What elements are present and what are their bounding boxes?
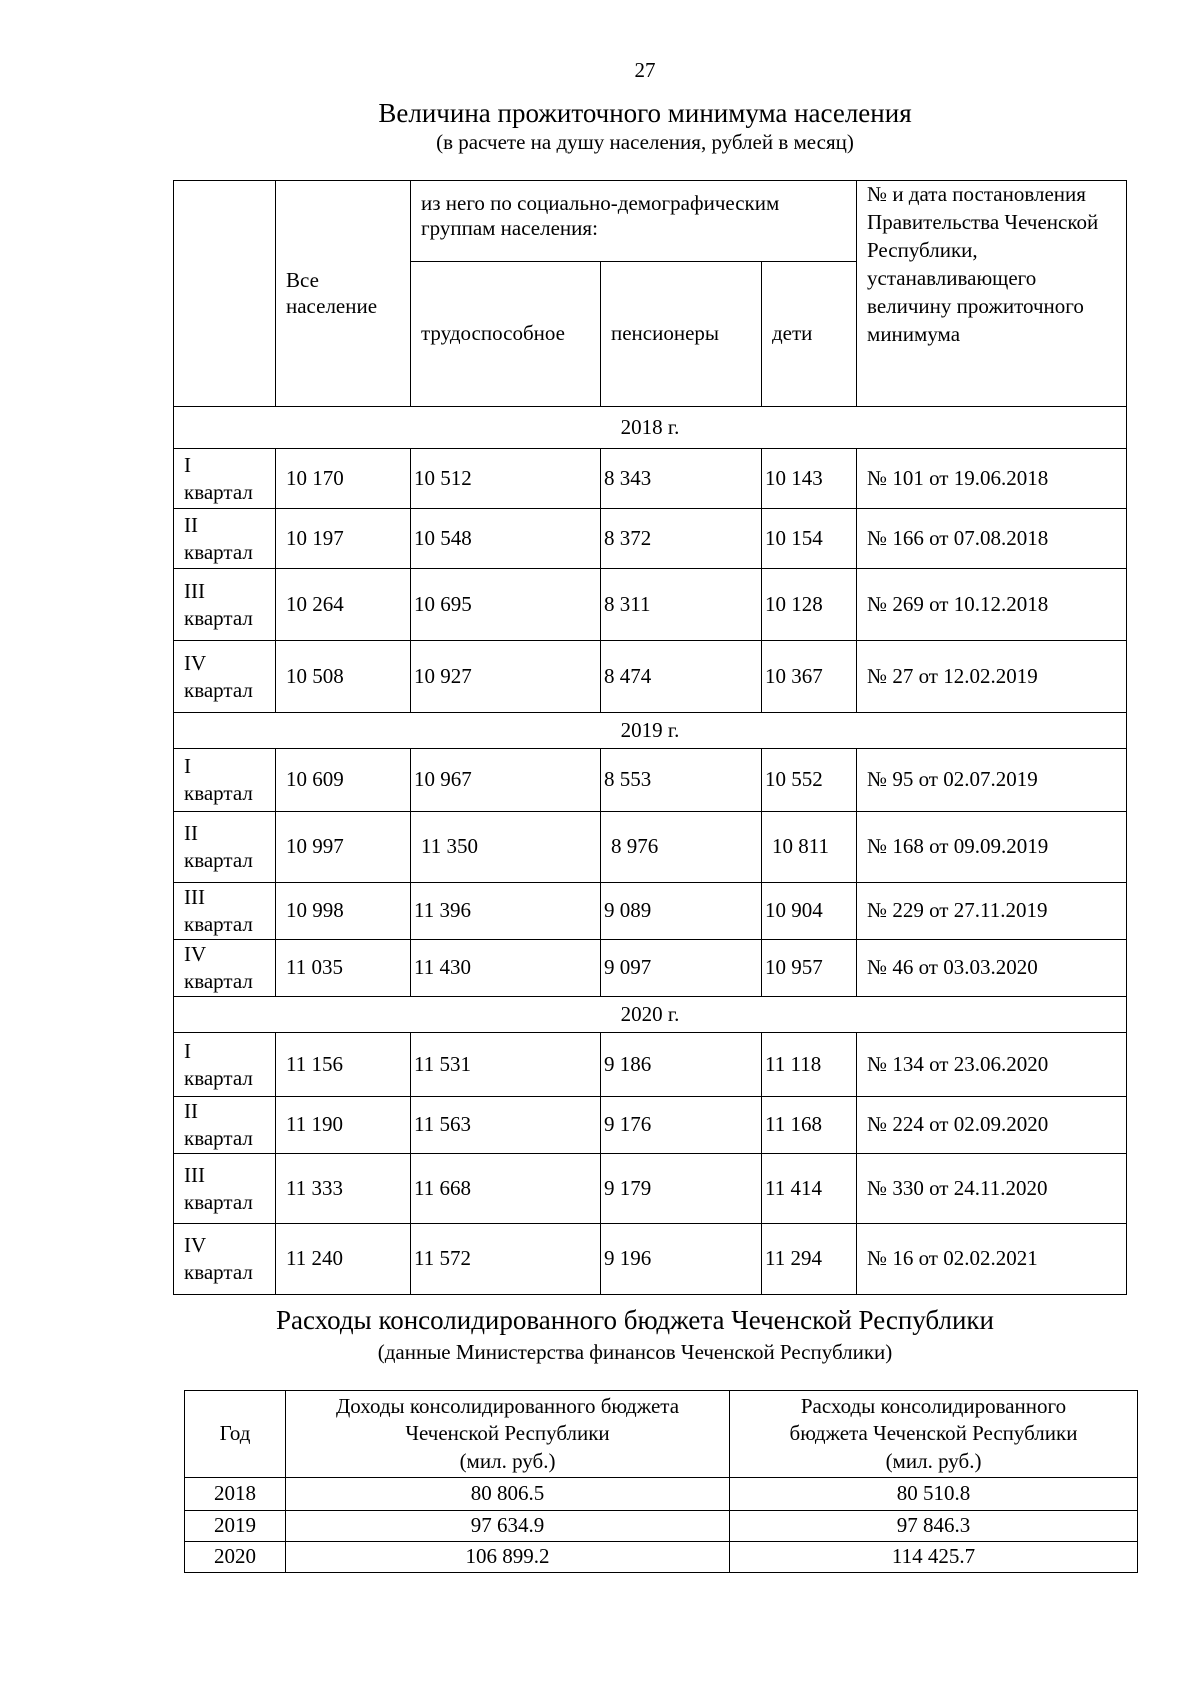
header-demographic-groups: из него по социально-демографическим группам населения: <box>411 181 857 262</box>
quarter-word: квартал <box>184 539 253 564</box>
quarter-cell <box>174 641 276 713</box>
header-all-population: Все население <box>276 181 411 407</box>
year-value: 2019 <box>185 1511 286 1542</box>
pensioners-value: 9 179 <box>601 1154 762 1224</box>
resolution-value: № 224 от 02.09.2020 <box>857 1097 1127 1154</box>
quarter-word: квартал <box>184 677 253 702</box>
pensioners-value: 8 311 <box>601 569 762 641</box>
quarter-word: квартал <box>184 912 253 936</box>
table-header-row <box>174 181 1127 262</box>
header-resolution: № и дата постановления Правительства Чеченской Республики, устанавливающего величину прожиточного минимума <box>857 181 1127 407</box>
table-row <box>174 749 1127 812</box>
all-population-value: 10 609 <box>276 749 411 812</box>
quarter-number: I <box>184 452 191 477</box>
resolution-value: № 101 от 19.06.2018 <box>857 449 1127 509</box>
year-label: 2018 г. <box>174 407 1127 449</box>
table-row <box>174 1224 1127 1295</box>
all-population-value: 10 998 <box>276 883 411 940</box>
expense-value: 97 846.3 <box>730 1511 1138 1542</box>
pensioners-value: 9 097 <box>601 940 762 997</box>
pensioners-value: 9 089 <box>601 883 762 940</box>
quarter-word: квартал <box>184 781 253 805</box>
year-row <box>174 997 1127 1033</box>
quarter-cell <box>174 509 276 569</box>
children-value: 11 168 <box>762 1097 857 1154</box>
quarter-word: квартал <box>184 479 253 504</box>
table-row <box>185 1542 1138 1573</box>
resolution-value: № 330 от 24.11.2020 <box>857 1154 1127 1224</box>
quarter-number: IV <box>184 650 207 675</box>
quarter-cell <box>174 1097 276 1154</box>
working-age-value: 11 572 <box>411 1224 601 1295</box>
table-row <box>174 940 1127 997</box>
header-expense-line: бюджета Чеченской Республики <box>789 1421 1078 1446</box>
budget-subtitle: (данные Министерства финансов Чеченской Республики) <box>377 1340 893 1364</box>
resolution-value: № 166 от 07.08.2018 <box>857 509 1127 569</box>
table-header-row <box>185 1391 1138 1478</box>
header-expense-units: (мил. руб.) <box>885 1448 982 1473</box>
children-value: 11 294 <box>762 1224 857 1295</box>
children-value: 10 367 <box>762 641 857 713</box>
living-wage-title: Величина прожиточного минимума населения <box>378 98 912 128</box>
children-value: 10 811 <box>762 812 857 883</box>
all-population-value: 11 240 <box>276 1224 411 1295</box>
quarter-number: II <box>184 512 198 537</box>
table-row <box>174 1154 1127 1224</box>
year-value: 2020 <box>185 1542 286 1573</box>
pensioners-value: 9 186 <box>601 1033 762 1097</box>
year-label: 2020 г. <box>174 997 1127 1033</box>
working-age-value: 10 927 <box>411 641 601 713</box>
pensioners-value: 8 474 <box>601 641 762 713</box>
quarter-cell <box>174 940 276 997</box>
quarter-number: III <box>184 578 205 603</box>
quarter-number: III <box>184 885 205 910</box>
all-population-value: 10 508 <box>276 641 411 713</box>
pensioners-value: 9 196 <box>601 1224 762 1295</box>
table-row <box>174 641 1127 713</box>
year-row <box>174 713 1127 749</box>
header-expense-line: Расходы консолидированного <box>800 1394 1067 1419</box>
working-age-value: 10 548 <box>411 509 601 569</box>
pensioners-value: 8 372 <box>601 509 762 569</box>
table-row <box>174 1097 1127 1154</box>
working-age-value: 10 512 <box>411 449 601 509</box>
quarter-word: квартал <box>184 605 253 630</box>
expense-value: 114 425.7 <box>730 1542 1138 1573</box>
year-row <box>174 407 1127 449</box>
children-value: 11 414 <box>762 1154 857 1224</box>
header-working-age: трудоспособное <box>411 262 601 407</box>
working-age-value: 11 350 <box>411 812 601 883</box>
all-population-value: 11 035 <box>276 940 411 997</box>
children-value: 10 154 <box>762 509 857 569</box>
budget-title: Расходы консолидированного бюджета Чеченской Республики <box>276 1305 994 1335</box>
table-row <box>185 1478 1138 1511</box>
all-population-value: 10 197 <box>276 509 411 569</box>
quarter-cell <box>174 1033 276 1097</box>
working-age-value: 11 430 <box>411 940 601 997</box>
header-income <box>286 1391 730 1478</box>
expense-value: 80 510.8 <box>730 1478 1138 1511</box>
working-age-value: 11 563 <box>411 1097 601 1154</box>
table-row <box>174 509 1127 569</box>
all-population-value: 11 156 <box>276 1033 411 1097</box>
resolution-value: № 27 от 12.02.2019 <box>857 641 1127 713</box>
quarter-number: I <box>184 754 191 779</box>
pensioners-value: 9 176 <box>601 1097 762 1154</box>
quarter-word: квартал <box>184 969 253 993</box>
working-age-value: 11 531 <box>411 1033 601 1097</box>
quarter-number: IV <box>184 1233 207 1258</box>
quarter-word: квартал <box>184 1189 253 1214</box>
resolution-value: № 46 от 03.03.2020 <box>857 940 1127 997</box>
header-year: Год <box>185 1391 286 1478</box>
quarter-cell <box>174 449 276 509</box>
resolution-value: № 229 от 27.11.2019 <box>857 883 1127 940</box>
children-value: 11 118 <box>762 1033 857 1097</box>
table-row <box>185 1511 1138 1542</box>
income-value: 106 899.2 <box>286 1542 730 1573</box>
income-value: 97 634.9 <box>286 1511 730 1542</box>
quarter-cell <box>174 812 276 883</box>
quarter-number: III <box>184 1162 205 1187</box>
table-row <box>174 883 1127 940</box>
children-value: 10 552 <box>762 749 857 812</box>
quarter-word: квартал <box>184 848 253 872</box>
all-population-value: 11 333 <box>276 1154 411 1224</box>
living-wage-table <box>173 180 1127 1295</box>
quarter-number: II <box>184 1099 198 1124</box>
all-population-value: 11 190 <box>276 1097 411 1154</box>
table-row <box>174 449 1127 509</box>
header-income-units: (мил. руб.) <box>459 1448 556 1473</box>
pensioners-value: 8 343 <box>601 449 762 509</box>
header-pensioners: пенсионеры <box>601 262 762 407</box>
quarter-cell <box>174 1154 276 1224</box>
children-value: 10 128 <box>762 569 857 641</box>
budget-table <box>184 1390 1138 1573</box>
year-value: 2018 <box>185 1478 286 1511</box>
quarter-cell <box>174 749 276 812</box>
resolution-value: № 16 от 02.02.2021 <box>857 1224 1127 1295</box>
header-income-line: Чеченской Республики <box>405 1421 610 1446</box>
header-children: дети <box>762 262 857 407</box>
working-age-value: 11 668 <box>411 1154 601 1224</box>
pensioners-value: 8 553 <box>601 749 762 812</box>
working-age-value: 10 967 <box>411 749 601 812</box>
resolution-value: № 134 от 23.06.2020 <box>857 1033 1127 1097</box>
all-population-value: 10 997 <box>276 812 411 883</box>
children-value: 10 143 <box>762 449 857 509</box>
all-population-value: 10 170 <box>276 449 411 509</box>
quarter-word: квартал <box>184 1126 253 1150</box>
quarter-cell <box>174 569 276 641</box>
resolution-value: № 168 от 09.09.2019 <box>857 812 1127 883</box>
year-label: 2019 г. <box>174 713 1127 749</box>
income-value: 80 806.5 <box>286 1478 730 1511</box>
table-row <box>174 1033 1127 1097</box>
working-age-value: 11 396 <box>411 883 601 940</box>
header-income-line: Доходы консолидированного бюджета <box>335 1394 680 1419</box>
quarter-number: IV <box>184 942 207 967</box>
living-wage-subtitle: (в расчете на душу населения, рублей в месяц) <box>436 130 854 154</box>
working-age-value: 10 695 <box>411 569 601 641</box>
resolution-value: № 95 от 02.07.2019 <box>857 749 1127 812</box>
page-number: 27 <box>634 58 656 82</box>
pensioners-value: 8 976 <box>601 812 762 883</box>
all-population-value: 10 264 <box>276 569 411 641</box>
header-empty-cell <box>174 181 276 407</box>
quarter-word: квартал <box>184 1065 253 1090</box>
children-value: 10 957 <box>762 940 857 997</box>
quarter-number: II <box>184 821 198 846</box>
resolution-value: № 269 от 10.12.2018 <box>857 569 1127 641</box>
header-expense <box>730 1391 1138 1478</box>
table-row <box>174 812 1127 883</box>
table-row <box>174 569 1127 641</box>
quarter-cell <box>174 883 276 940</box>
children-value: 10 904 <box>762 883 857 940</box>
quarter-cell <box>174 1224 276 1295</box>
quarter-number: I <box>184 1038 191 1063</box>
quarter-word: квартал <box>184 1260 253 1284</box>
